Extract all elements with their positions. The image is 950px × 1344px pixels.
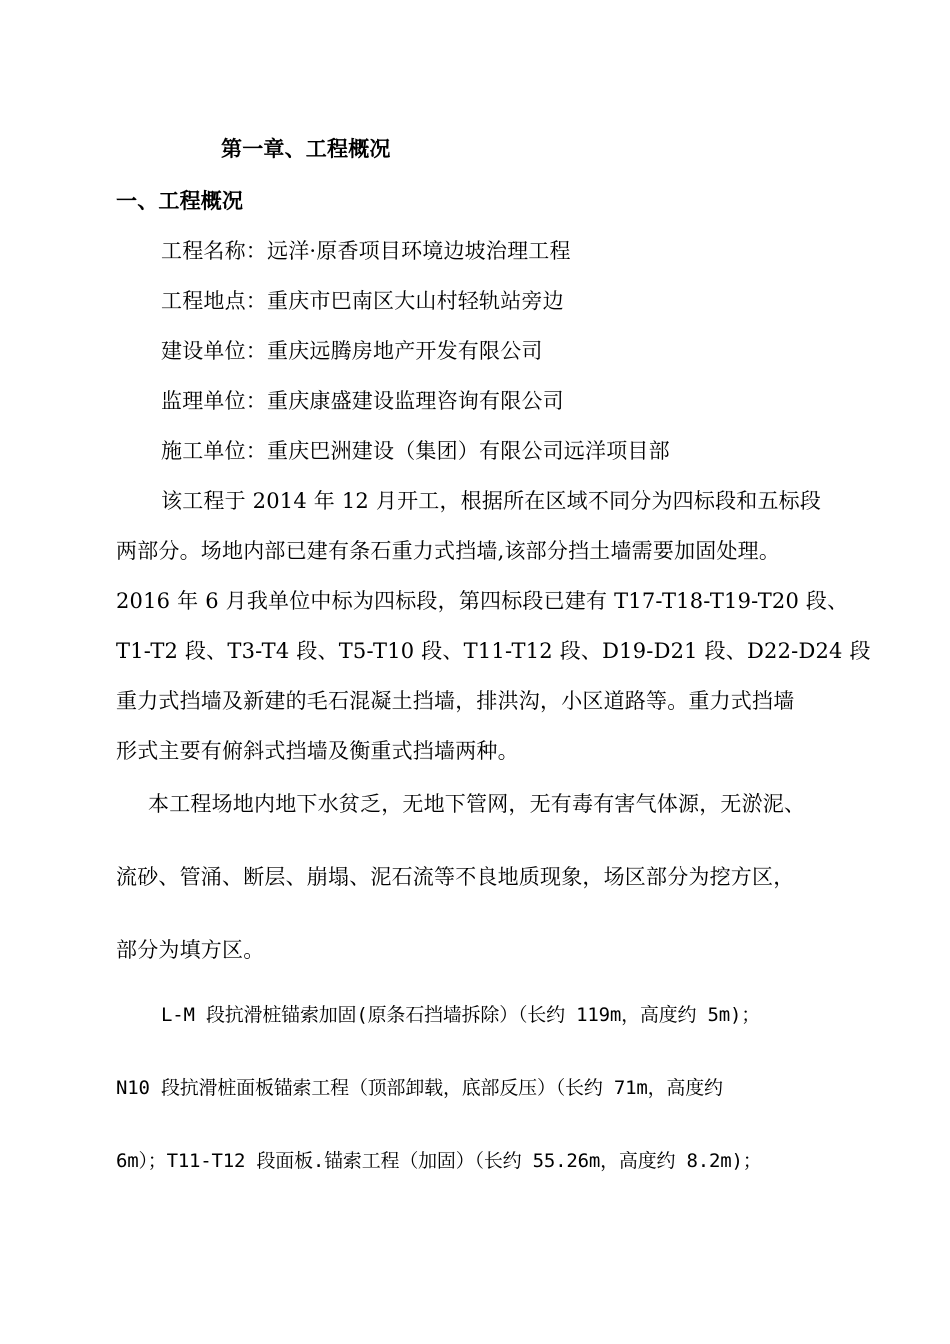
paragraph2-line: 流砂、管涌、断层、崩塌、泥石流等不良地质现象，场区部分为挖方区， — [116, 865, 795, 889]
paragraph1-line: T1-T2 段、T3-T4 段、T5-T10 段、T11-T12 段、D19-D21 段、D22-D24 段 — [116, 639, 871, 663]
paragraph1-line: 重力式挡墙及新建的毛石混凝土挡墙，排洪沟，小区道路等。重力式挡墙 — [116, 689, 795, 713]
info-contractor-unit: 施工单位：重庆巴洲建设（集团）有限公司远洋项目部 — [161, 439, 670, 463]
paragraph3-line: N10 段抗滑桩面板锚索工程（顶部卸载，底部反压）（长约 71m，高度约 — [116, 1077, 723, 1099]
info-project-location: 工程地点：重庆市巴南区大山村轻轨站旁边 — [161, 289, 564, 313]
chapter-title: 第一章、工程概况 — [221, 137, 391, 161]
section-title: 一、工程概况 — [116, 189, 244, 213]
paragraph1-line: 两部分。场地内部已建有条石重力式挡墙,该部分挡土墙需要加固处理。 — [116, 539, 781, 563]
paragraph3-line: 6m）；T11-T12 段面板.锚索工程（加固）（长约 55.26m，高度约 8.2m)； — [116, 1150, 762, 1172]
paragraph2-line: 部分为填方区。 — [116, 938, 265, 962]
paragraph1-line: 形式主要有俯斜式挡墙及衡重式挡墙两种。 — [116, 739, 519, 763]
paragraph2-line: 本工程场地内地下水贫乏，无地下管网，无有毒有害气体源，无淤泥、 — [148, 792, 806, 816]
info-project-name: 工程名称：远洋·原香项目环境边坡治理工程 — [161, 239, 571, 263]
paragraph1-line: 2016 年 6 月我单位中标为四标段，第四标段已建有 T17-T18-T19-T20 段、 — [116, 589, 849, 613]
info-construction-unit: 建设单位：重庆远腾房地产开发有限公司 — [161, 339, 543, 363]
info-supervision-unit: 监理单位：重庆康盛建设监理咨询有限公司 — [161, 389, 564, 413]
paragraph3-line: L-M 段抗滑桩锚索加固(原条石挡墙拆除）（长约 119m，高度约 5m)； — [161, 1004, 761, 1026]
paragraph1-line: 该工程于 2014 年 12 月开工，根据所在区域不同分为四标段和五标段 — [161, 489, 822, 513]
